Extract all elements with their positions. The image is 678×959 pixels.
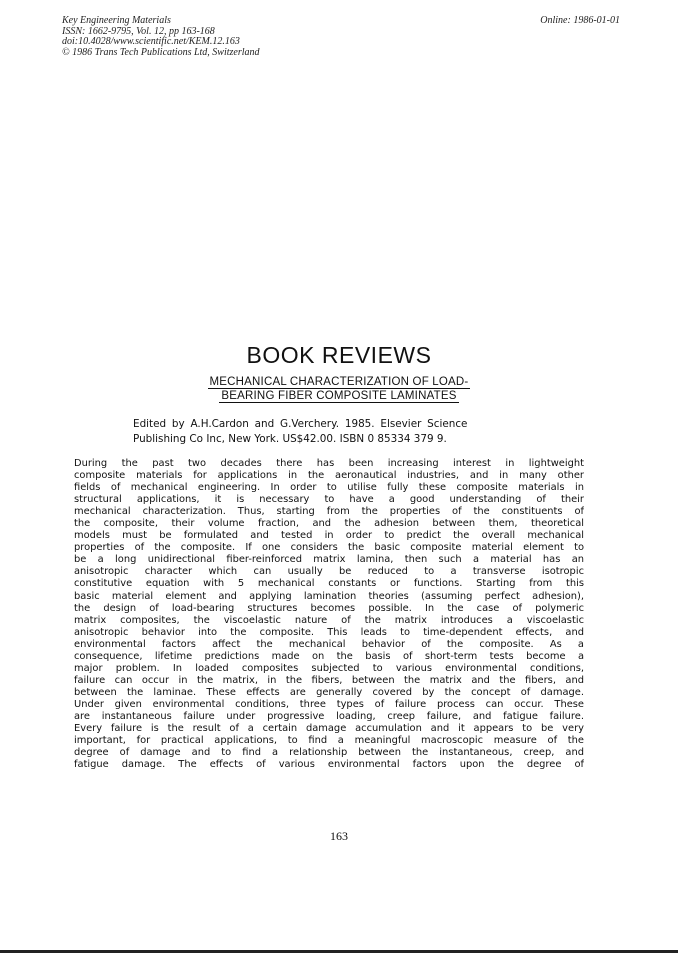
body-line: consequence, lifetime predictions made on the basis of short-term tests become a <box>74 650 584 662</box>
body-line: be a long unidirectional fiber-reinforced matrix lamina, then such a material has an <box>74 554 584 566</box>
body-line: important, for practical applications, to find a meaningful macroscopic measure of the <box>74 735 584 747</box>
copyright-line: © 1986 Trans Tech Publications Ltd, Switzerland <box>62 46 260 58</box>
online-date: Online: 1986-01-01 <box>540 15 620 26</box>
book-title-line-2 <box>0 390 678 402</box>
section-title: BOOK REVIEWS <box>246 342 432 368</box>
body-line: the design of load-bearing structures becomes possible. In the case of polymeric <box>74 602 584 614</box>
body-line: structural applications, it is necessary to have a good understanding of their <box>74 494 584 506</box>
body-line: failure can occur in the matrix, in the fibers, between the matrix and the fibers, and <box>74 674 584 686</box>
issn-line: ISSN: 1662-9795, Vol. 12, pp 163-168 <box>62 25 215 37</box>
body-line: constitutive equation with 5 mechanical constants or functions. Starting from this <box>74 578 584 590</box>
body-line: Every failure is the result of a certain damage accumulation and it appears to be very <box>74 723 584 735</box>
body-line: fields of mechanical engineering. In order to utilise fully these composite materials in <box>74 482 584 494</box>
body-line: degree of damage and to find a relationship between the instantaneous, creep, and <box>74 747 584 759</box>
body-line: properties of the composite. If one considers the basic composite material element to <box>74 542 584 554</box>
doi-link[interactable]: doi:10.4028/www.scientific.net/KEM.12.163 <box>62 36 240 47</box>
body-line: environmental factors affect the mechanical behavior of the composite. As a <box>74 638 584 650</box>
bottom-rule <box>0 950 678 953</box>
editor-line-2: Publishing Co Inc, New York. US$42.00. ISBN 0 85334 379 9. <box>133 433 447 445</box>
page-number: 163 <box>330 829 348 843</box>
body-line: composite materials for applications in the aeronautical industries, and in many other <box>74 470 584 482</box>
book-title-line-2-text: BEARING FIBER COMPOSITE LAMINATES <box>221 390 457 402</box>
body-line: models must be formulated and tested in order to predict the overall mechanical <box>74 530 584 542</box>
editor-line-1: Edited by A.H.Cardon and G.Verchery. 1985. Elsevier Science <box>133 418 468 430</box>
body-line: major problem. In loaded composites subjected to various environmental conditions, <box>74 662 584 674</box>
body-line: anisotropic behavior into the composite. This leads to time-dependent effects, and <box>74 626 584 638</box>
body-line: Under given environmental conditions, three types of failure process can occur. These <box>74 698 584 710</box>
review-body <box>74 458 584 771</box>
book-title-line-1 <box>0 376 678 388</box>
body-line: between the laminae. These effects are generally covered by the concept of damage. <box>74 686 584 698</box>
body-line: the composite, their volume fraction, and the adhesion between them, theoretical <box>74 518 584 530</box>
body-line: During the past two decades there has been increasing interest in lightweight <box>74 458 584 469</box>
body-line: fatigue damage. The effects of various environmental factors upon the degree of <box>74 759 584 771</box>
book-title-line-1-text: MECHANICAL CHARACTERIZATION OF LOAD- <box>209 376 469 388</box>
publication-metadata <box>62 16 260 58</box>
journal-name: Key Engineering Materials <box>62 15 171 26</box>
body-line: mechanical characterization. Thus, starting from the properties of the constituents of <box>74 506 584 518</box>
body-line: are instantaneous failure under progressive loading, creep failure, and fatigue failure. <box>74 710 584 722</box>
body-line: basic material element and applying lamination theories (assuming perfect adhesion), <box>74 590 584 602</box>
body-line: anisotropic character which can usually be reduced to a transverse isotropic <box>74 566 584 578</box>
body-line: matrix composites, the viscoelastic nature of the matrix introduces a viscoelastic <box>74 614 584 626</box>
